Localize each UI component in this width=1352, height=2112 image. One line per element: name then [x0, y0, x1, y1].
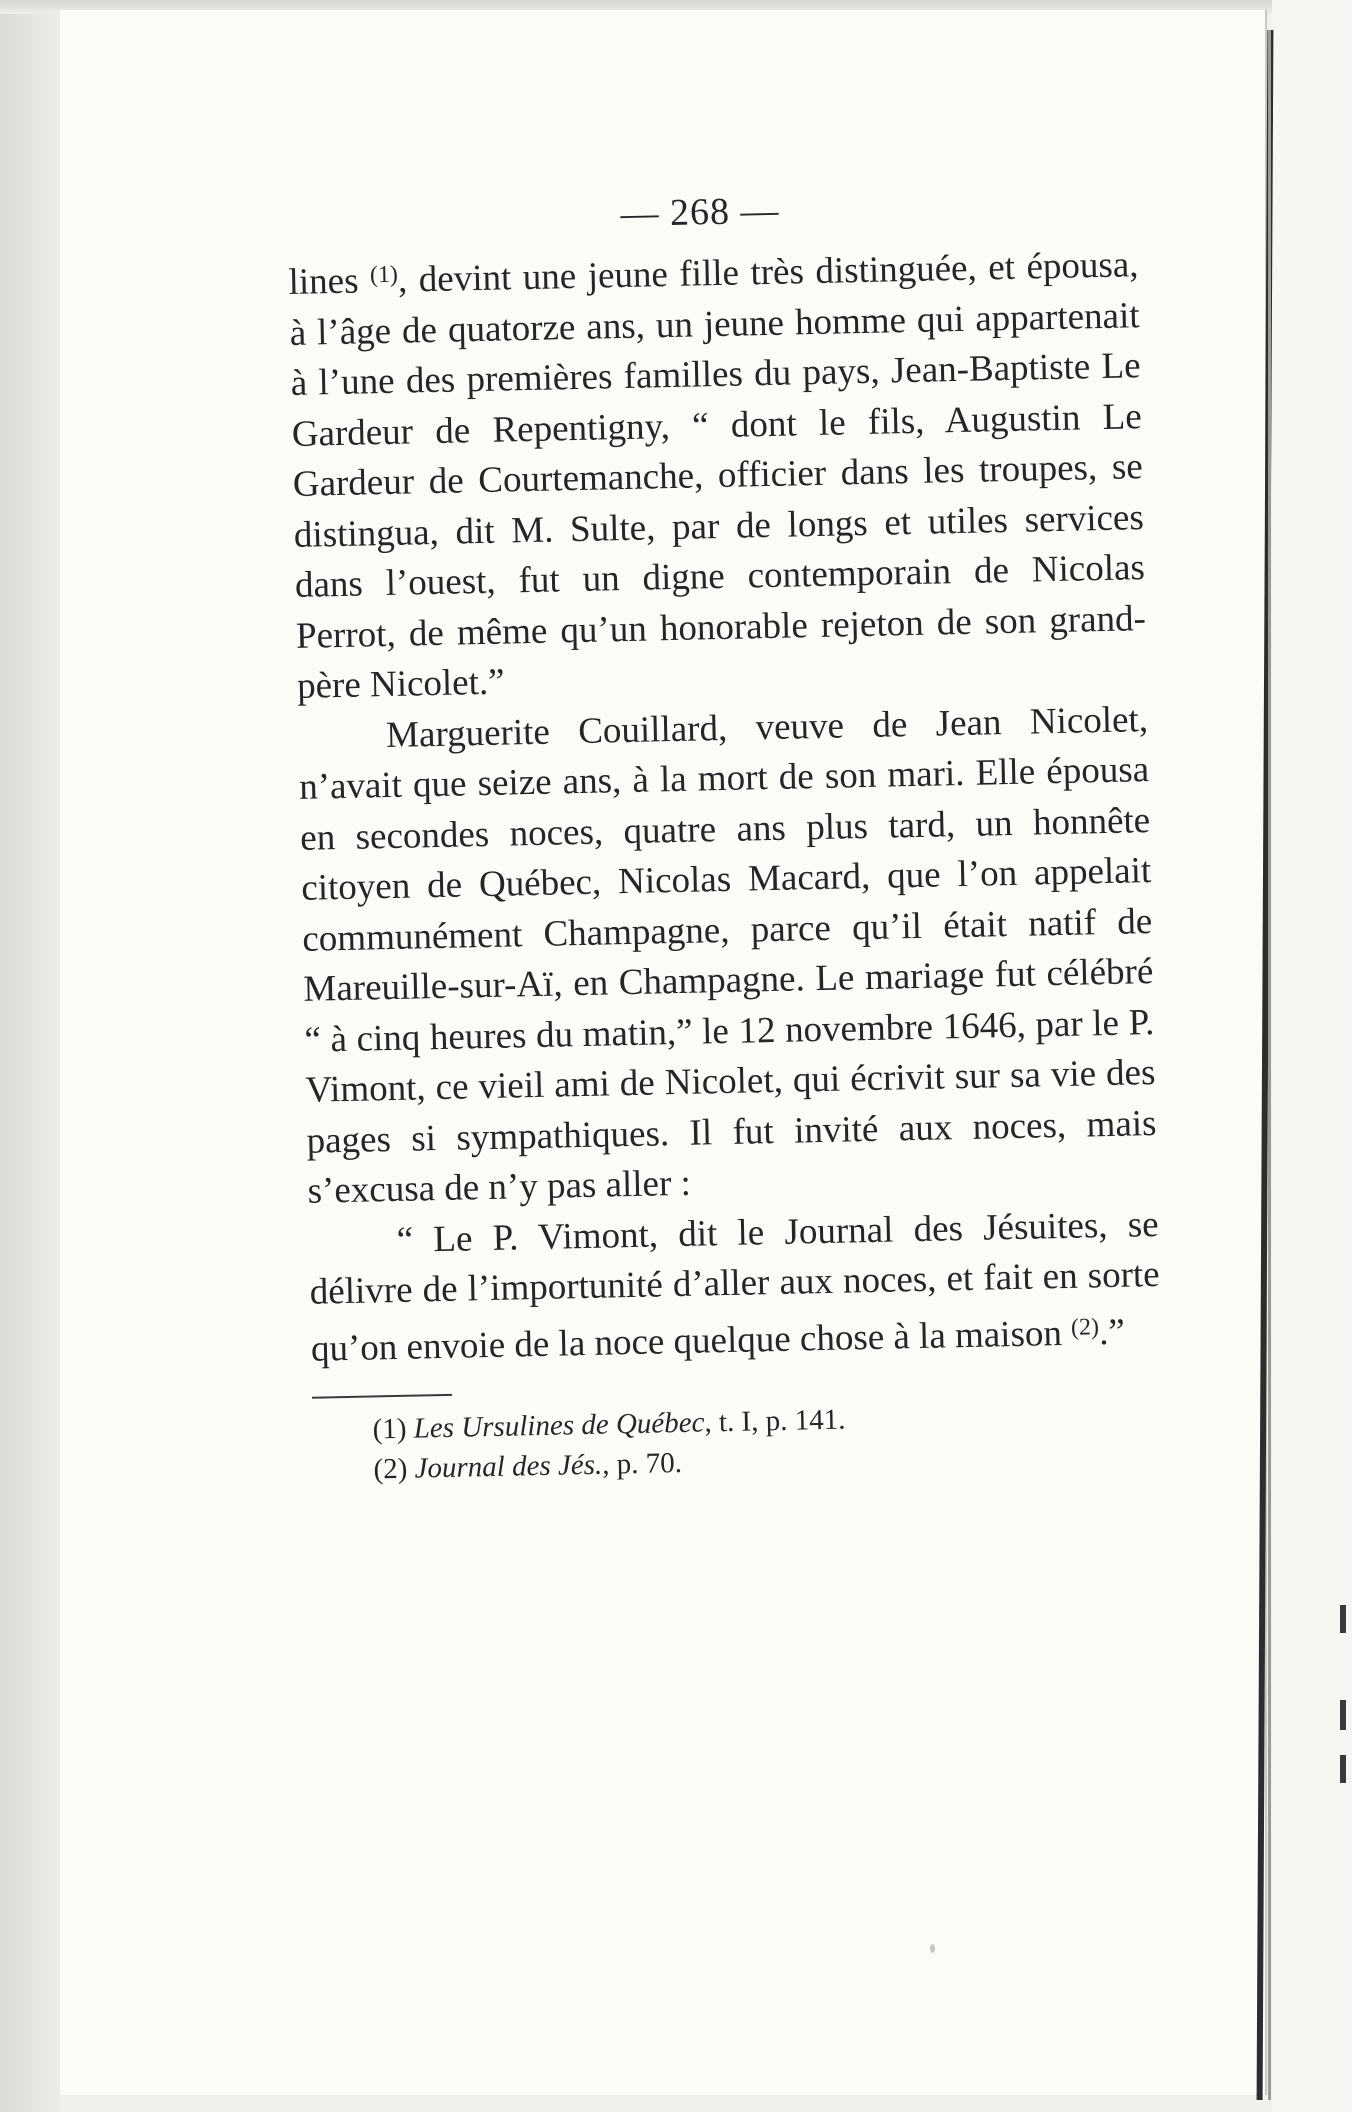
facing-page-glyph	[1340, 1605, 1346, 1633]
footnote-marker: (1)	[372, 1412, 407, 1446]
binding-gutter	[0, 0, 60, 2112]
paragraph-1	[288, 234, 1147, 712]
page-right-edge-highlight	[1268, 30, 1271, 2100]
text-run: , devint une jeune fille très distinguée, et épousa, à l’âge de quatorze ans, un jeune homme qui appartenait à l’une des premières familles du pays, Jean-Baptiste Le Gardeur de Repentigny, “ dont le fils, Augustin Le Gardeur de Courtemanche, officier dans les troupes, se distingua, dit M. Sulte, par de longs et utiles services dans l’ouest, fut un digne contemporain de Nicolas Perrot, de même qu’un honorable rejeton de son grand-père Nicolet.”	[289, 244, 1147, 707]
footnote-title: Les Ursulines de Québec	[413, 1406, 705, 1445]
footnote-ref-2: (2)	[1070, 1313, 1100, 1341]
footnote-title: Journal des Jés.	[414, 1448, 603, 1485]
facing-page-edge	[1272, 0, 1352, 2112]
footnote-separator	[312, 1394, 452, 1399]
text-run: lines	[288, 260, 371, 303]
facing-page-glyph	[1340, 1700, 1346, 1730]
facing-page-glyph	[1340, 1755, 1346, 1783]
text-run: “ Le P. Vimont, dit le Journal des Jésuites, se délivre de l’importunité d’aller aux noces, et fait en sorte qu’on envoie de la noce quelque chose à la maison	[309, 1203, 1161, 1370]
footnote-ref-1: (1)	[369, 261, 399, 289]
text-run: Marguerite Couillard, veuve de Jean Nicolet, n’avait que seize ans, à la mort de son mari. Elle épousa en secondes noces, quatre ans plus tard, un honnête citoyen de Québec, Nicolas Macard, que l’on appelait communément Champagne, parce qu’il était natif de Mareuille-sur-Aï, en Champagne. Le mariage fut célébré “ à cinq heures du matin,” le 12 novembre 1646, par le P. Vimont, ce vieil ami de Nicolet, qui écrivit sur sa vie des pages si sympathiques. Il fut invité aux noces, mais s’excusa de n’y pas aller :	[298, 698, 1157, 1212]
paper-speck	[930, 1944, 935, 1953]
footnote-marker: (2)	[373, 1452, 408, 1486]
page-number: — 268 —	[620, 189, 780, 235]
body-text	[288, 234, 1164, 1491]
paragraph-3	[308, 1199, 1161, 1374]
text-run: .”	[1098, 1311, 1126, 1353]
footnote-citation: , t. I, p. 141.	[704, 1403, 846, 1439]
paragraph-2	[298, 695, 1158, 1218]
footnote-citation: , p. 70.	[601, 1447, 683, 1481]
